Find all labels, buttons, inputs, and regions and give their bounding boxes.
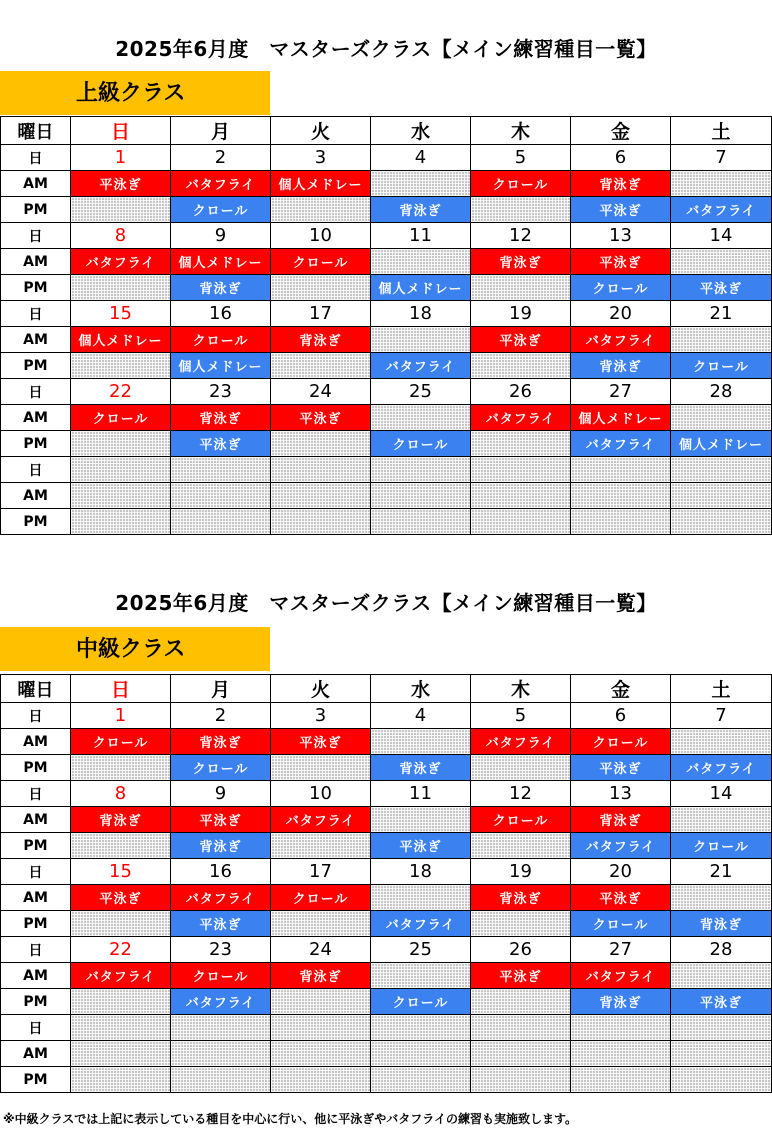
pm-event-cell: 個人メドレー	[671, 431, 772, 457]
pm-event-cell	[471, 1067, 571, 1093]
pm-event-cell	[471, 431, 571, 457]
pm-row-label: PM	[1, 833, 71, 859]
section-title-advanced: 2025年6月度 マスターズクラス【メイン練習種目一覧】	[115, 37, 657, 61]
pm-event-cell: 個人メドレー	[371, 275, 471, 301]
pm-event-cell	[271, 1067, 371, 1093]
weekday-header: 月	[171, 117, 271, 145]
pm-event-cell	[271, 431, 371, 457]
pm-row	[1, 911, 772, 937]
date-cell: 17	[271, 859, 371, 885]
am-event-cell: 平泳ぎ	[71, 885, 171, 911]
am-event-cell	[71, 1041, 171, 1067]
weekday-header-row	[1, 117, 772, 145]
pm-event-cell	[471, 509, 571, 535]
weekday-row-label: 曜日	[1, 675, 71, 703]
am-event-cell: 平泳ぎ	[71, 171, 171, 197]
pm-row	[1, 989, 772, 1015]
date-cell: 10	[271, 781, 371, 807]
am-row	[1, 807, 772, 833]
am-event-cell: 平泳ぎ	[171, 807, 271, 833]
am-event-cell	[371, 1041, 471, 1067]
date-cell: 19	[471, 301, 571, 327]
weekday-header: 火	[271, 117, 371, 145]
pm-event-cell: 背泳ぎ	[371, 197, 471, 223]
date-cell: 23	[171, 379, 271, 405]
date-cell: 3	[271, 145, 371, 171]
date-cell	[71, 457, 171, 483]
date-cell: 27	[571, 379, 671, 405]
pm-event-cell	[171, 1067, 271, 1093]
date-cell: 20	[571, 859, 671, 885]
date-row-label: 日	[1, 1015, 71, 1041]
am-event-cell	[671, 885, 772, 911]
pm-event-cell: 平泳ぎ	[571, 197, 671, 223]
am-event-cell: クロール	[171, 963, 271, 989]
date-cell	[671, 457, 772, 483]
pm-event-cell: バタフライ	[571, 833, 671, 859]
date-cell: 5	[471, 145, 571, 171]
am-event-cell: バタフライ	[471, 405, 571, 431]
am-event-cell: 個人メドレー	[171, 249, 271, 275]
date-cell	[371, 1015, 471, 1041]
date-cell: 6	[571, 145, 671, 171]
weekday-header: 水	[371, 117, 471, 145]
am-event-cell: 個人メドレー	[271, 171, 371, 197]
pm-event-cell	[571, 1067, 671, 1093]
am-event-cell	[571, 1041, 671, 1067]
am-row	[1, 963, 772, 989]
date-row-label: 日	[1, 937, 71, 963]
am-row	[1, 249, 772, 275]
date-cell: 4	[371, 703, 471, 729]
am-event-cell	[371, 963, 471, 989]
pm-row-label: PM	[1, 431, 71, 457]
date-cell: 7	[671, 145, 772, 171]
am-event-cell: バタフライ	[471, 729, 571, 755]
date-cell	[71, 1015, 171, 1041]
pm-row	[1, 431, 772, 457]
am-event-cell	[371, 885, 471, 911]
date-cell: 4	[371, 145, 471, 171]
am-event-cell: 平泳ぎ	[571, 249, 671, 275]
pm-event-cell: 個人メドレー	[171, 353, 271, 379]
pm-event-cell: クロール	[671, 833, 772, 859]
pm-event-cell	[271, 275, 371, 301]
am-event-cell: クロール	[171, 327, 271, 353]
pm-event-cell: クロール	[571, 275, 671, 301]
am-event-cell	[71, 483, 171, 509]
am-row-label: AM	[1, 807, 71, 833]
am-event-cell: 個人メドレー	[571, 405, 671, 431]
am-event-cell: バタフライ	[71, 249, 171, 275]
date-row-label: 日	[1, 301, 71, 327]
weekday-header: 木	[471, 675, 571, 703]
am-row-label: AM	[1, 249, 71, 275]
date-row	[1, 301, 772, 327]
date-row-label: 日	[1, 781, 71, 807]
date-cell: 3	[271, 703, 371, 729]
weekday-header-row	[1, 675, 772, 703]
pm-event-cell	[571, 509, 671, 535]
pm-event-cell: 平泳ぎ	[371, 833, 471, 859]
am-event-cell	[671, 483, 772, 509]
section-title-intermediate: 2025年6月度 マスターズクラス【メイン練習種目一覧】	[115, 591, 657, 615]
am-event-cell: 背泳ぎ	[171, 729, 271, 755]
date-cell: 1	[71, 703, 171, 729]
date-row	[1, 781, 772, 807]
am-event-cell: 平泳ぎ	[571, 885, 671, 911]
pm-event-cell: クロール	[671, 353, 772, 379]
date-cell: 15	[71, 301, 171, 327]
am-event-cell	[671, 327, 772, 353]
am-event-cell	[471, 483, 571, 509]
pm-event-cell	[671, 1067, 772, 1093]
pm-event-cell	[471, 353, 571, 379]
weekday-header: 土	[671, 675, 772, 703]
am-event-cell: クロール	[471, 807, 571, 833]
pm-event-cell: 背泳ぎ	[571, 989, 671, 1015]
date-cell: 18	[371, 301, 471, 327]
date-cell: 25	[371, 937, 471, 963]
am-event-cell	[171, 483, 271, 509]
pm-event-cell	[371, 1067, 471, 1093]
pm-event-cell	[271, 353, 371, 379]
schedule-table-advanced	[0, 116, 772, 535]
date-cell: 24	[271, 379, 371, 405]
date-row-label: 日	[1, 145, 71, 171]
am-row	[1, 729, 772, 755]
weekday-header: 土	[671, 117, 772, 145]
pm-event-cell: バタフライ	[171, 989, 271, 1015]
am-event-cell	[371, 807, 471, 833]
pm-event-cell	[271, 911, 371, 937]
date-cell: 28	[671, 937, 772, 963]
am-event-cell	[271, 483, 371, 509]
date-cell: 22	[71, 379, 171, 405]
am-row-label: AM	[1, 171, 71, 197]
am-event-cell: 背泳ぎ	[271, 963, 371, 989]
am-event-cell	[671, 1041, 772, 1067]
pm-event-cell: バタフライ	[371, 911, 471, 937]
pm-event-cell: 平泳ぎ	[171, 431, 271, 457]
pm-event-cell	[71, 275, 171, 301]
date-row	[1, 937, 772, 963]
am-row-label: AM	[1, 885, 71, 911]
pm-event-cell	[71, 833, 171, 859]
am-event-cell: クロール	[71, 405, 171, 431]
pm-row	[1, 1067, 772, 1093]
am-event-cell	[371, 249, 471, 275]
pm-event-cell: 平泳ぎ	[571, 755, 671, 781]
date-cell: 10	[271, 223, 371, 249]
pm-event-cell	[71, 353, 171, 379]
pm-row	[1, 197, 772, 223]
pm-row-label: PM	[1, 353, 71, 379]
date-row	[1, 457, 772, 483]
pm-event-cell: 背泳ぎ	[571, 353, 671, 379]
pm-event-cell: クロール	[171, 197, 271, 223]
am-row-label: AM	[1, 483, 71, 509]
am-event-cell: バタフライ	[171, 171, 271, 197]
date-cell: 7	[671, 703, 772, 729]
pm-event-cell	[271, 197, 371, 223]
am-event-cell	[371, 729, 471, 755]
date-cell	[471, 457, 571, 483]
date-cell: 24	[271, 937, 371, 963]
am-row	[1, 483, 772, 509]
pm-event-cell	[271, 989, 371, 1015]
am-event-cell	[371, 171, 471, 197]
date-row-label: 日	[1, 379, 71, 405]
am-event-cell: バタフライ	[171, 885, 271, 911]
pm-event-cell	[671, 509, 772, 535]
pm-event-cell: 背泳ぎ	[171, 275, 271, 301]
date-cell: 21	[671, 859, 772, 885]
am-event-cell	[371, 405, 471, 431]
am-event-cell: 個人メドレー	[71, 327, 171, 353]
pm-event-cell	[71, 1067, 171, 1093]
pm-row	[1, 755, 772, 781]
date-cell: 19	[471, 859, 571, 885]
date-cell	[671, 1015, 772, 1041]
date-cell: 13	[571, 223, 671, 249]
date-row	[1, 379, 772, 405]
weekday-header: 金	[571, 675, 671, 703]
schedule-table-intermediate	[0, 674, 772, 1093]
am-event-cell	[671, 405, 772, 431]
pm-event-cell: バタフライ	[671, 755, 772, 781]
pm-event-cell	[471, 989, 571, 1015]
date-cell: 12	[471, 223, 571, 249]
date-cell	[571, 1015, 671, 1041]
am-event-cell: 平泳ぎ	[471, 327, 571, 353]
pm-event-cell	[471, 275, 571, 301]
date-cell: 20	[571, 301, 671, 327]
date-cell: 9	[171, 223, 271, 249]
class-label-intermediate: 中級クラス	[0, 627, 270, 671]
pm-event-cell: 背泳ぎ	[171, 833, 271, 859]
pm-event-cell: 平泳ぎ	[171, 911, 271, 937]
pm-event-cell	[71, 509, 171, 535]
am-row-label: AM	[1, 1041, 71, 1067]
date-row	[1, 223, 772, 249]
am-event-cell: 背泳ぎ	[471, 885, 571, 911]
pm-row	[1, 275, 772, 301]
am-event-cell: クロール	[71, 729, 171, 755]
am-event-cell: クロール	[271, 885, 371, 911]
pm-event-cell	[271, 755, 371, 781]
date-cell: 11	[371, 781, 471, 807]
weekday-header: 月	[171, 675, 271, 703]
pm-event-cell: クロール	[171, 755, 271, 781]
date-cell: 2	[171, 145, 271, 171]
am-row	[1, 171, 772, 197]
pm-event-cell: クロール	[371, 989, 471, 1015]
date-row	[1, 1015, 772, 1041]
date-cell: 25	[371, 379, 471, 405]
date-cell: 27	[571, 937, 671, 963]
date-cell	[271, 457, 371, 483]
pm-event-cell	[171, 509, 271, 535]
date-cell: 21	[671, 301, 772, 327]
am-event-cell	[371, 327, 471, 353]
class-label-advanced: 上級クラス	[0, 71, 270, 115]
date-cell: 18	[371, 859, 471, 885]
pm-event-cell	[71, 431, 171, 457]
am-row	[1, 405, 772, 431]
am-event-cell	[671, 729, 772, 755]
am-event-cell: 背泳ぎ	[571, 171, 671, 197]
date-cell: 5	[471, 703, 571, 729]
pm-event-cell: バタフライ	[671, 197, 772, 223]
pm-row	[1, 833, 772, 859]
pm-event-cell	[471, 833, 571, 859]
pm-event-cell: バタフライ	[571, 431, 671, 457]
date-row-label: 日	[1, 457, 71, 483]
date-cell	[371, 457, 471, 483]
pm-event-cell: 平泳ぎ	[671, 275, 772, 301]
pm-event-cell: バタフライ	[371, 353, 471, 379]
pm-event-cell	[71, 911, 171, 937]
pm-row-label: PM	[1, 509, 71, 535]
pm-event-cell	[471, 911, 571, 937]
am-event-cell: バタフライ	[71, 963, 171, 989]
pm-row-label: PM	[1, 1067, 71, 1093]
date-cell: 1	[71, 145, 171, 171]
date-cell	[471, 1015, 571, 1041]
date-cell: 14	[671, 223, 772, 249]
date-cell: 9	[171, 781, 271, 807]
am-event-cell	[271, 1041, 371, 1067]
am-row	[1, 327, 772, 353]
pm-event-cell	[471, 197, 571, 223]
am-event-cell: 背泳ぎ	[471, 249, 571, 275]
am-row-label: AM	[1, 405, 71, 431]
date-cell: 2	[171, 703, 271, 729]
weekday-header: 火	[271, 675, 371, 703]
pm-row-label: PM	[1, 989, 71, 1015]
pm-event-cell	[371, 509, 471, 535]
date-cell: 6	[571, 703, 671, 729]
date-row	[1, 703, 772, 729]
pm-event-cell: クロール	[371, 431, 471, 457]
date-cell: 17	[271, 301, 371, 327]
date-cell	[171, 457, 271, 483]
am-row	[1, 885, 772, 911]
footnote: ※中級クラスでは上記に表示している種目を中心に行い、他に平泳ぎやバタフライの練習も実施致します。	[3, 1112, 577, 1126]
date-cell: 15	[71, 859, 171, 885]
pm-event-cell	[271, 509, 371, 535]
am-event-cell: 背泳ぎ	[571, 807, 671, 833]
am-event-cell	[371, 483, 471, 509]
date-row-label: 日	[1, 703, 71, 729]
am-event-cell: 平泳ぎ	[471, 963, 571, 989]
pm-event-cell	[71, 755, 171, 781]
weekday-row-label: 曜日	[1, 117, 71, 145]
date-row-label: 日	[1, 859, 71, 885]
date-cell: 8	[71, 223, 171, 249]
pm-event-cell: 背泳ぎ	[371, 755, 471, 781]
pm-event-cell: 背泳ぎ	[671, 911, 772, 937]
weekday-header: 金	[571, 117, 671, 145]
date-cell: 26	[471, 937, 571, 963]
am-event-cell: 背泳ぎ	[171, 405, 271, 431]
date-row	[1, 859, 772, 885]
date-cell: 8	[71, 781, 171, 807]
weekday-header: 日	[71, 675, 171, 703]
date-cell: 16	[171, 301, 271, 327]
date-cell: 11	[371, 223, 471, 249]
date-row	[1, 145, 772, 171]
pm-event-cell	[271, 833, 371, 859]
date-cell	[271, 1015, 371, 1041]
am-event-cell: バタフライ	[271, 807, 371, 833]
date-cell: 23	[171, 937, 271, 963]
am-event-cell: バタフライ	[571, 327, 671, 353]
am-event-cell: バタフライ	[571, 963, 671, 989]
am-event-cell: 背泳ぎ	[271, 327, 371, 353]
am-row	[1, 1041, 772, 1067]
am-event-cell: 背泳ぎ	[71, 807, 171, 833]
date-cell: 22	[71, 937, 171, 963]
pm-row	[1, 353, 772, 379]
pm-event-cell: 平泳ぎ	[671, 989, 772, 1015]
date-cell: 16	[171, 859, 271, 885]
am-event-cell	[671, 171, 772, 197]
pm-event-cell: クロール	[571, 911, 671, 937]
pm-row	[1, 509, 772, 535]
pm-event-cell	[71, 989, 171, 1015]
date-cell: 12	[471, 781, 571, 807]
am-row-label: AM	[1, 963, 71, 989]
pm-event-cell	[471, 755, 571, 781]
am-event-cell: クロール	[571, 729, 671, 755]
date-cell	[171, 1015, 271, 1041]
date-cell: 26	[471, 379, 571, 405]
pm-event-cell	[71, 197, 171, 223]
am-event-cell: 平泳ぎ	[271, 729, 371, 755]
am-event-cell: クロール	[471, 171, 571, 197]
date-cell: 14	[671, 781, 772, 807]
pm-row-label: PM	[1, 197, 71, 223]
am-event-cell	[171, 1041, 271, 1067]
am-event-cell	[671, 807, 772, 833]
date-cell	[571, 457, 671, 483]
pm-row-label: PM	[1, 755, 71, 781]
weekday-header: 日	[71, 117, 171, 145]
pm-row-label: PM	[1, 911, 71, 937]
am-event-cell	[571, 483, 671, 509]
date-cell: 13	[571, 781, 671, 807]
am-row-label: AM	[1, 729, 71, 755]
am-event-cell: 平泳ぎ	[271, 405, 371, 431]
am-event-cell	[671, 249, 772, 275]
date-cell: 28	[671, 379, 772, 405]
am-event-cell	[471, 1041, 571, 1067]
pm-row-label: PM	[1, 275, 71, 301]
am-row-label: AM	[1, 327, 71, 353]
weekday-header: 水	[371, 675, 471, 703]
date-row-label: 日	[1, 223, 71, 249]
weekday-header: 木	[471, 117, 571, 145]
am-event-cell: クロール	[271, 249, 371, 275]
am-event-cell	[671, 963, 772, 989]
